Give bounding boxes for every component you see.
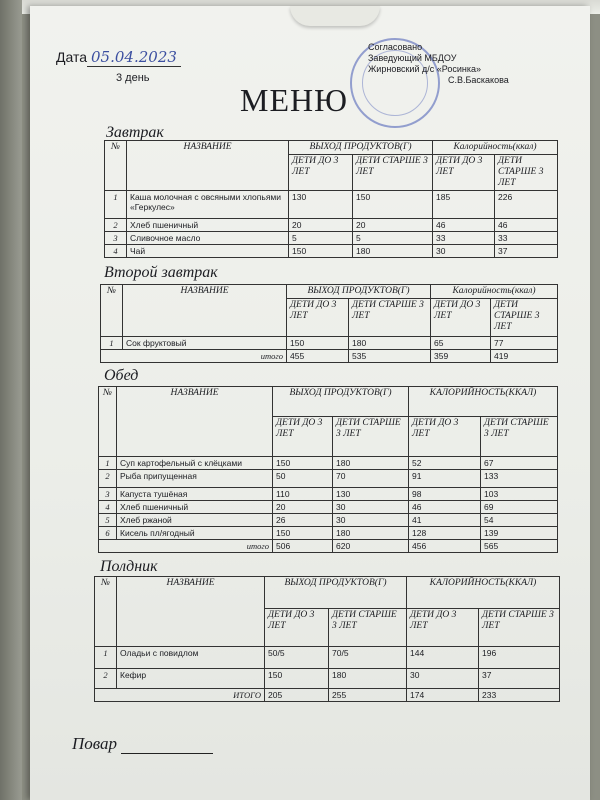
row-yield-young: 110 — [273, 488, 333, 501]
row-cal-young: 33 — [433, 232, 495, 245]
row-no: 6 — [99, 527, 117, 540]
row-cal-young: 128 — [409, 527, 481, 540]
row-yield-old: 180 — [333, 527, 409, 540]
col-yield: ВЫХОД ПРОДУКТОВ(Г) — [273, 387, 409, 417]
row-yield-old: 180 — [349, 337, 431, 350]
row-no: 3 — [99, 488, 117, 501]
col-young: ДЕТИ ДО 3 ЛЕТ — [273, 417, 333, 457]
col-young: ДЕТИ ДО 3 ЛЕТ — [289, 155, 353, 191]
row-cal-young: 185 — [433, 191, 495, 219]
table-row — [95, 647, 560, 669]
paper-fold — [290, 6, 380, 26]
row-yield-young: 20 — [273, 501, 333, 514]
row-name: Рыба припущенная — [117, 470, 273, 488]
signature-line — [121, 739, 213, 754]
row-no: 4 — [99, 501, 117, 514]
row-yield-young: 130 — [289, 191, 353, 219]
row-cal-young: 98 — [409, 488, 481, 501]
col-young: ДЕТИ ДО 3 ЛЕТ — [431, 299, 491, 337]
approval-line: Жирновский д/с «Росинка» — [368, 64, 482, 74]
row-name: Сок фруктовый — [123, 337, 287, 350]
section-title-breakfast: Завтрак — [106, 124, 164, 141]
col-no: № — [99, 387, 117, 457]
row-yield-young: 20 — [289, 219, 353, 232]
total-yield-young: 205 — [265, 689, 329, 702]
table-row — [105, 191, 558, 219]
col-young: ДЕТИ ДО 3 ЛЕТ — [409, 417, 481, 457]
section-title-second-breakfast: Второй завтрак — [104, 264, 218, 281]
row-cal-young: 46 — [433, 219, 495, 232]
row-cal-young: 46 — [409, 501, 481, 514]
col-calories: КАЛОРИЙНОСТЬ(ККАЛ) — [407, 577, 560, 609]
row-no: 2 — [105, 219, 127, 232]
row-cal-young: 91 — [409, 470, 481, 488]
row-yield-old: 180 — [333, 457, 409, 470]
total-row — [101, 350, 558, 363]
table-row — [99, 527, 558, 540]
row-cal-old: 196 — [479, 647, 560, 669]
total-cal-old: 565 — [481, 540, 558, 553]
row-cal-old: 69 — [481, 501, 558, 514]
table-row — [95, 669, 560, 689]
row-yield-old: 30 — [333, 501, 409, 514]
row-cal-old: 77 — [491, 337, 558, 350]
approval-line: Заведующий МБДОУ — [368, 53, 457, 63]
col-old: ДЕТИ СТАРШЕ 3 ЛЕТ — [495, 155, 558, 191]
total-yield-young: 506 — [273, 540, 333, 553]
breakfast-table — [104, 140, 558, 258]
row-yield-young: 150 — [287, 337, 349, 350]
row-yield-young: 5 — [289, 232, 353, 245]
row-yield-young: 150 — [265, 669, 329, 689]
cook-label: Повар — [72, 734, 118, 753]
col-old: ДЕТИ СТАРШЕ 3 ЛЕТ — [349, 299, 431, 337]
row-cal-young: 41 — [409, 514, 481, 527]
row-name: Кефир — [117, 669, 265, 689]
row-name: Кисель пл/ягодный — [117, 527, 273, 540]
row-yield-old: 70 — [333, 470, 409, 488]
row-yield-old: 5 — [353, 232, 433, 245]
row-name: Хлеб ржаной — [117, 514, 273, 527]
total-cal-young: 359 — [431, 350, 491, 363]
section-title-snack: Полдник — [100, 558, 158, 575]
row-no: 1 — [105, 191, 127, 219]
row-name: Хлеб пшеничный — [117, 501, 273, 514]
total-label: итого — [101, 350, 287, 363]
col-young: ДЕТИ ДО 3 ЛЕТ — [407, 609, 479, 647]
row-name: Сливочное масло — [127, 232, 289, 245]
row-cal-young: 144 — [407, 647, 479, 669]
row-yield-old: 130 — [333, 488, 409, 501]
row-no: 1 — [99, 457, 117, 470]
col-name: НАЗВАНИЕ — [117, 577, 265, 647]
table-row — [105, 232, 558, 245]
section-title-lunch: Обед — [104, 367, 139, 384]
row-cal-old: 33 — [495, 232, 558, 245]
row-yield-young: 150 — [273, 457, 333, 470]
row-yield-young: 26 — [273, 514, 333, 527]
row-yield-old: 180 — [353, 245, 433, 258]
col-calories: Калорийность(ккал) — [431, 285, 558, 299]
row-no: 5 — [99, 514, 117, 527]
row-name: Суп картофельный с клёцками — [117, 457, 273, 470]
total-cal-young: 174 — [407, 689, 479, 702]
approval-block — [368, 42, 509, 86]
col-no: № — [105, 141, 127, 191]
row-cal-old: 103 — [481, 488, 558, 501]
table-row — [99, 457, 558, 470]
cook-signature-line — [72, 734, 213, 754]
table-row — [105, 219, 558, 232]
row-no: 2 — [99, 470, 117, 488]
col-name: НАЗВАНИЕ — [123, 285, 287, 337]
row-cal-old: 54 — [481, 514, 558, 527]
row-yield-old: 150 — [353, 191, 433, 219]
table-row — [101, 337, 558, 350]
row-no: 2 — [95, 669, 117, 689]
row-cal-young: 30 — [407, 669, 479, 689]
col-old: ДЕТИ СТАРШЕ 3 ЛЕТ — [353, 155, 433, 191]
table-row — [99, 488, 558, 501]
col-calories: Калорийность(ккал) — [433, 141, 558, 155]
col-old: ДЕТИ СТАРШЕ 3 ЛЕТ — [333, 417, 409, 457]
table-row — [99, 514, 558, 527]
date-label: Дата — [56, 49, 88, 65]
total-row — [95, 689, 560, 702]
approval-signature: С.В.Баскакова — [448, 75, 509, 85]
col-old: ДЕТИ СТАРШЕ 3 ЛЕТ — [329, 609, 407, 647]
col-name: НАЗВАНИЕ — [127, 141, 289, 191]
total-cal-old: 233 — [479, 689, 560, 702]
col-no: № — [95, 577, 117, 647]
row-yield-old: 180 — [329, 669, 407, 689]
col-yield: ВЫХОД ПРОДУКТОВ(Г) — [265, 577, 407, 609]
background-edge — [0, 0, 22, 800]
row-no: 1 — [95, 647, 117, 669]
row-no: 1 — [101, 337, 123, 350]
lunch-table — [98, 386, 558, 553]
row-name: Оладьи с повидлом — [117, 647, 265, 669]
page-title: МЕНЮ — [240, 82, 348, 118]
total-cal-old: 419 — [491, 350, 558, 363]
total-yield-young: 455 — [287, 350, 349, 363]
day-label: 3 день — [116, 72, 150, 84]
total-label: ИТОГО — [95, 689, 265, 702]
row-yield-young: 50/5 — [265, 647, 329, 669]
row-no: 3 — [105, 232, 127, 245]
col-young: ДЕТИ ДО 3 ЛЕТ — [265, 609, 329, 647]
col-calories: КАЛОРИЙНОСТЬ(ККАЛ) — [409, 387, 558, 417]
second-breakfast-table — [100, 284, 558, 363]
row-yield-young: 150 — [289, 245, 353, 258]
table-row — [99, 501, 558, 514]
row-cal-old: 67 — [481, 457, 558, 470]
table-row — [105, 245, 558, 258]
total-cal-young: 456 — [409, 540, 481, 553]
col-yield: ВЫХОД ПРОДУКТОВ(Г) — [287, 285, 431, 299]
row-name: Хлеб пшеничный — [127, 219, 289, 232]
row-cal-old: 46 — [495, 219, 558, 232]
row-cal-old: 37 — [479, 669, 560, 689]
row-cal-old: 226 — [495, 191, 558, 219]
row-name: Капуста тушёная — [117, 488, 273, 501]
approval-line: Согласовано — [368, 42, 423, 52]
date-line — [56, 48, 181, 66]
total-yield-old: 620 — [333, 540, 409, 553]
snack-table — [94, 576, 560, 702]
total-yield-old: 535 — [349, 350, 431, 363]
row-cal-old: 139 — [481, 527, 558, 540]
row-no: 4 — [105, 245, 127, 258]
total-label: итого — [99, 540, 273, 553]
row-cal-old: 37 — [495, 245, 558, 258]
date-value: 05.04.2023 — [87, 48, 181, 67]
total-yield-old: 255 — [329, 689, 407, 702]
row-yield-old: 20 — [353, 219, 433, 232]
col-name: НАЗВАНИЕ — [117, 387, 273, 457]
col-old: ДЕТИ СТАРШЕ 3 ЛЕТ — [481, 417, 558, 457]
row-cal-old: 133 — [481, 470, 558, 488]
row-yield-young: 50 — [273, 470, 333, 488]
col-old: ДЕТИ СТАРШЕ 3 ЛЕТ — [491, 299, 558, 337]
row-name: Каша молочная с овсяными хлопьями «Геркулес» — [127, 191, 289, 219]
row-cal-young: 30 — [433, 245, 495, 258]
table-row — [99, 470, 558, 488]
row-cal-young: 52 — [409, 457, 481, 470]
total-row — [99, 540, 558, 553]
row-yield-young: 150 — [273, 527, 333, 540]
col-young: ДЕТИ ДО 3 ЛЕТ — [433, 155, 495, 191]
col-young: ДЕТИ ДО 3 ЛЕТ — [287, 299, 349, 337]
row-yield-old: 30 — [333, 514, 409, 527]
col-no: № — [101, 285, 123, 337]
row-yield-old: 70/5 — [329, 647, 407, 669]
col-old: ДЕТИ СТАРШЕ 3 ЛЕТ — [479, 609, 560, 647]
row-name: Чай — [127, 245, 289, 258]
row-cal-young: 65 — [431, 337, 491, 350]
col-yield: ВЫХОД ПРОДУКТОВ(Г) — [289, 141, 433, 155]
